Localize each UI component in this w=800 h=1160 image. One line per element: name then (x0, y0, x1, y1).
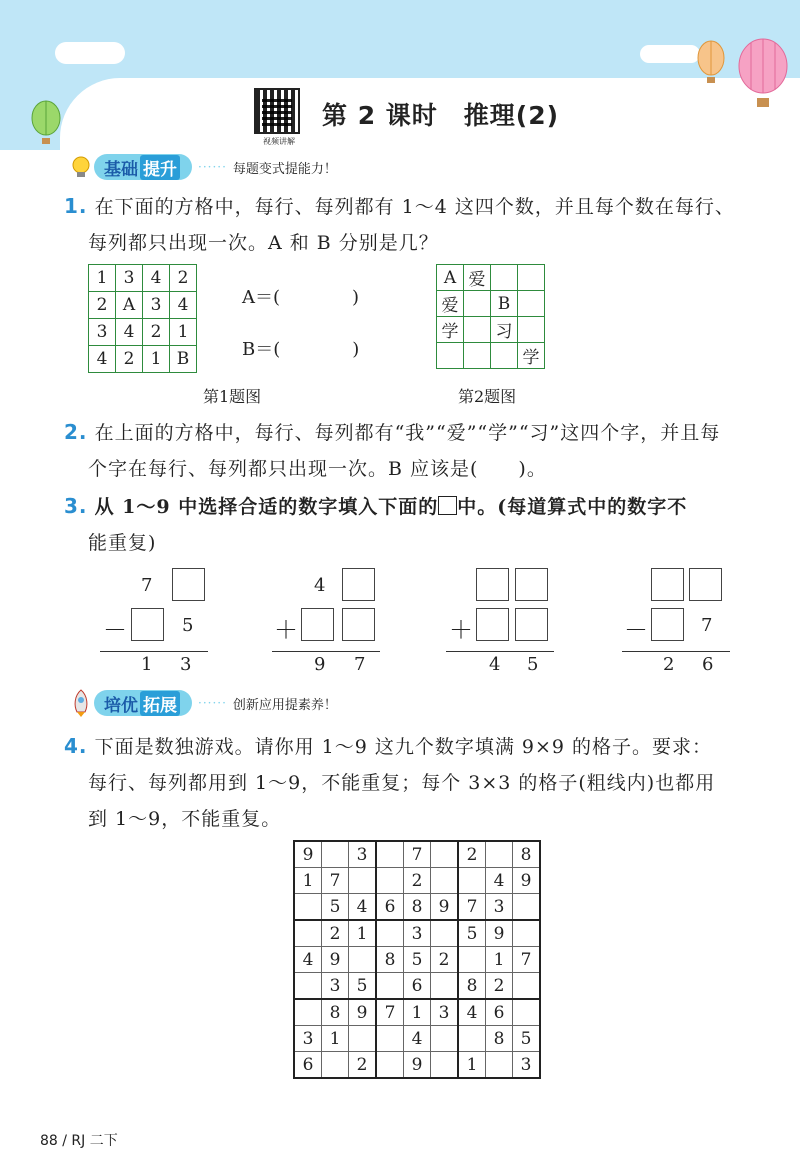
digit: 3 (180, 654, 192, 675)
sudoku-cell: 4 (404, 1026, 431, 1052)
empty-cell[interactable] (376, 973, 404, 1000)
empty-cell[interactable] (431, 973, 459, 1000)
equation-line (272, 651, 380, 652)
answer-box[interactable] (172, 568, 205, 601)
grid-cell: 爱 (464, 265, 491, 291)
section-slogan: 创新应用提素养！ (232, 697, 337, 713)
answer-box[interactable] (689, 568, 722, 601)
page-title: 第 2 课时 推理(2) (322, 101, 560, 130)
sudoku-cell: 4 (486, 868, 513, 894)
sudoku-cell: 2 (431, 947, 459, 973)
sudoku-cell: 4 (294, 947, 322, 973)
grid-cell: 4 (116, 319, 143, 346)
operator: ＋ (274, 616, 298, 644)
sudoku-cell: 9 (513, 868, 541, 894)
sudoku-cell: 8 (376, 947, 404, 973)
empty-cell[interactable] (518, 265, 545, 291)
section-banner-advanced (68, 688, 337, 718)
equation-line (622, 651, 730, 652)
grid-cell: 3 (116, 265, 143, 292)
answer-a[interactable]: A＝( ) (242, 287, 360, 308)
answer-box[interactable] (651, 608, 684, 641)
empty-cell[interactable] (518, 291, 545, 317)
sudoku-cell: 7 (513, 947, 541, 973)
grid-cell: 3 (89, 319, 116, 346)
question-text: 能重复) (88, 532, 157, 554)
sudoku-cell: 1 (458, 1052, 486, 1079)
digit: 1 (141, 654, 153, 675)
answer-box[interactable] (131, 608, 164, 641)
digit: 7 (141, 575, 153, 596)
empty-cell[interactable] (376, 1052, 404, 1079)
sudoku-cell: 4 (349, 894, 377, 921)
answer-box[interactable] (515, 568, 548, 601)
empty-cell[interactable] (513, 973, 541, 1000)
sudoku-cell: 1 (404, 999, 431, 1026)
sudoku-cell: 8 (486, 1026, 513, 1052)
figure-caption: 第2题图 (458, 387, 517, 406)
sudoku-cell: 6 (404, 973, 431, 1000)
cloud-decoration (55, 42, 125, 64)
sudoku-cell: 3 (486, 894, 513, 921)
question-4 (64, 728, 774, 837)
balloon-icon (695, 40, 731, 85)
sudoku-cell: 9 (404, 1052, 431, 1079)
question-text: 在下面的方格中，每行、每列都有 1～4 这四个数，并且每个数在每行、 (94, 196, 735, 218)
question-number: 3. (64, 494, 88, 518)
qr-caption: 视频讲解 (263, 137, 295, 146)
empty-cell[interactable] (458, 1026, 486, 1052)
question-1 (64, 188, 764, 261)
sudoku-cell: 2 (322, 920, 349, 947)
digit: 9 (314, 654, 326, 675)
operator: － (103, 616, 127, 644)
empty-cell[interactable] (486, 1052, 513, 1079)
sudoku-cell: 8 (458, 973, 486, 1000)
sudoku-cell: 3 (294, 1026, 322, 1052)
empty-cell[interactable] (458, 868, 486, 894)
sudoku-cell: 7 (458, 894, 486, 921)
sudoku-cell: 1 (322, 1026, 349, 1052)
question-text: 每列都只出现一次。A 和 B 分别是几？ (88, 232, 439, 254)
empty-cell[interactable] (464, 317, 491, 343)
sudoku-cell: 5 (322, 894, 349, 921)
banner-dots: ······ (198, 160, 227, 174)
question-text: 下面是数独游戏。请你用 1～9 这九个数字填满 9×9 的格子。要求： (94, 736, 712, 758)
sudoku-cell: 2 (404, 868, 431, 894)
sudoku-cell: 9 (486, 920, 513, 947)
answer-box[interactable] (301, 608, 334, 641)
answer-box[interactable] (476, 608, 509, 641)
empty-cell[interactable] (431, 920, 459, 947)
empty-cell[interactable] (513, 920, 541, 947)
empty-cell[interactable] (491, 265, 518, 291)
question-text: 在上面的方格中，每行、每列都有“我”“爱”“学”“习”这四个字，并且每 (94, 422, 721, 444)
sudoku-cell: 3 (322, 973, 349, 1000)
page-number: 88 / RJ 二下 (40, 1133, 118, 1149)
answer-box[interactable] (515, 608, 548, 641)
sudoku-cell: 5 (513, 1026, 541, 1052)
empty-cell[interactable] (431, 1052, 459, 1079)
balloon-icon (735, 38, 791, 110)
sudoku-cell: 6 (294, 1052, 322, 1079)
equation-line (446, 651, 554, 652)
sudoku-cell: 3 (431, 999, 459, 1026)
digit: 4 (314, 575, 326, 596)
sudoku-cell: 3 (404, 920, 431, 947)
question-text: 每行、每列都用到 1～9，不能重复；每个 3×3 的格子(粗线内)也都用 (88, 772, 716, 794)
question-number: 4. (64, 734, 88, 758)
grid-cell: 学 (437, 317, 464, 343)
section-banner-basic (68, 152, 337, 182)
empty-cell[interactable] (464, 343, 491, 369)
empty-cell[interactable] (431, 1026, 459, 1052)
empty-cell[interactable] (349, 868, 377, 894)
sudoku-cell: 2 (349, 1052, 377, 1079)
answer-box[interactable] (342, 568, 375, 601)
empty-cell[interactable] (431, 841, 459, 868)
grid-cell: 1 (170, 319, 197, 346)
grid-cell: 2 (170, 265, 197, 292)
rocket-icon (68, 688, 94, 718)
section-title: 基础 提升 (94, 154, 192, 180)
sudoku-cell: 6 (486, 999, 513, 1026)
empty-cell[interactable] (349, 947, 377, 973)
grid-cell: A (116, 292, 143, 319)
answer-box[interactable] (342, 608, 375, 641)
digit: 5 (182, 615, 194, 636)
empty-cell[interactable] (458, 947, 486, 973)
grid-cell: B (491, 291, 518, 317)
sudoku-cell: 3 (513, 1052, 541, 1079)
sudoku-cell: 8 (322, 999, 349, 1026)
number-grid (88, 264, 197, 373)
qr-code[interactable] (254, 88, 300, 134)
sudoku-cell: 1 (349, 920, 377, 947)
grid-cell: 4 (170, 292, 197, 319)
grid-cell: 学 (518, 343, 545, 369)
empty-cell[interactable] (376, 920, 404, 947)
sudoku-cell: 7 (376, 999, 404, 1026)
cloud-decoration (640, 45, 700, 63)
question-text: 从 1～9 中选择合适的数字填入下面的 (94, 496, 439, 518)
empty-cell[interactable] (294, 999, 322, 1026)
empty-cell[interactable] (376, 1026, 404, 1052)
grid-cell: 习 (491, 317, 518, 343)
question-number: 1. (64, 194, 88, 218)
empty-cell[interactable] (464, 291, 491, 317)
sudoku-cell: 8 (513, 841, 541, 868)
question-number: 2. (64, 420, 88, 444)
empty-cell[interactable] (322, 841, 349, 868)
sudoku-cell: 1 (294, 868, 322, 894)
question-3 (64, 488, 764, 561)
sudoku-cell: 9 (349, 999, 377, 1026)
sudoku-grid (293, 840, 541, 1079)
grid-cell: 2 (89, 292, 116, 319)
grid-cell: A (437, 265, 464, 291)
grid-cell: 爱 (437, 291, 464, 317)
grid-cell: 2 (143, 319, 170, 346)
empty-cell[interactable] (518, 317, 545, 343)
empty-cell[interactable] (376, 868, 404, 894)
answer-box[interactable] (651, 568, 684, 601)
empty-cell[interactable] (294, 920, 322, 947)
grid-cell: 1 (89, 265, 116, 292)
empty-cell[interactable] (431, 868, 459, 894)
sudoku-cell: 9 (322, 947, 349, 973)
grid-cell: 1 (143, 346, 170, 373)
empty-cell[interactable] (437, 343, 464, 369)
sudoku-cell: 5 (349, 973, 377, 1000)
operator: ＋ (449, 616, 473, 644)
section-slogan: 每题变式提能力！ (232, 161, 337, 177)
character-grid (436, 264, 545, 369)
figure-caption: 第1题图 (203, 387, 262, 406)
empty-cell[interactable] (486, 841, 513, 868)
empty-cell[interactable] (294, 973, 322, 1000)
grid-cell: 4 (89, 346, 116, 373)
digit: 4 (489, 654, 501, 675)
equation-line (100, 651, 208, 652)
grid-cell: 2 (116, 346, 143, 373)
question-text: 个字在每行、每列都只出现一次。B 应该是( )。 (88, 458, 547, 480)
empty-cell[interactable] (491, 343, 518, 369)
sudoku-cell: 5 (404, 947, 431, 973)
lightbulb-icon (68, 154, 94, 180)
sudoku-cell: 9 (294, 841, 322, 868)
operator: － (624, 616, 648, 644)
digit: 2 (663, 654, 675, 675)
digit: 6 (702, 654, 714, 675)
answer-b[interactable]: B＝( ) (242, 339, 360, 360)
empty-cell[interactable] (349, 1026, 377, 1052)
sudoku-cell: 6 (376, 894, 404, 921)
sudoku-cell: 1 (486, 947, 513, 973)
sudoku-cell: 7 (404, 841, 431, 868)
section-title: 培优 拓展 (94, 690, 192, 716)
banner-dots: ······ (198, 696, 227, 710)
empty-cell[interactable] (322, 1052, 349, 1079)
sudoku-cell: 2 (458, 841, 486, 868)
sudoku-cell: 9 (431, 894, 459, 921)
digit: 7 (354, 654, 366, 675)
sudoku-cell: 4 (458, 999, 486, 1026)
grid-cell: 4 (143, 265, 170, 292)
question-text: 中。(每道算式中的数字不 (457, 496, 688, 518)
balloon-icon (28, 100, 68, 150)
empty-cell[interactable] (376, 841, 404, 868)
empty-cell[interactable] (513, 999, 541, 1026)
grid-cell: B (170, 346, 197, 373)
question-text: 到 1～9，不能重复。 (88, 808, 282, 830)
sudoku-cell: 5 (458, 920, 486, 947)
sudoku-cell: 7 (322, 868, 349, 894)
digit: 7 (701, 615, 713, 636)
digit: 5 (527, 654, 539, 675)
empty-cell[interactable] (513, 894, 541, 921)
sudoku-cell: 2 (486, 973, 513, 1000)
answer-box[interactable] (476, 568, 509, 601)
question-2 (64, 414, 764, 487)
sudoku-cell: 3 (349, 841, 377, 868)
empty-cell[interactable] (294, 894, 322, 921)
sudoku-cell: 8 (404, 894, 431, 921)
blank-box-icon (438, 496, 457, 515)
grid-cell: 3 (143, 292, 170, 319)
